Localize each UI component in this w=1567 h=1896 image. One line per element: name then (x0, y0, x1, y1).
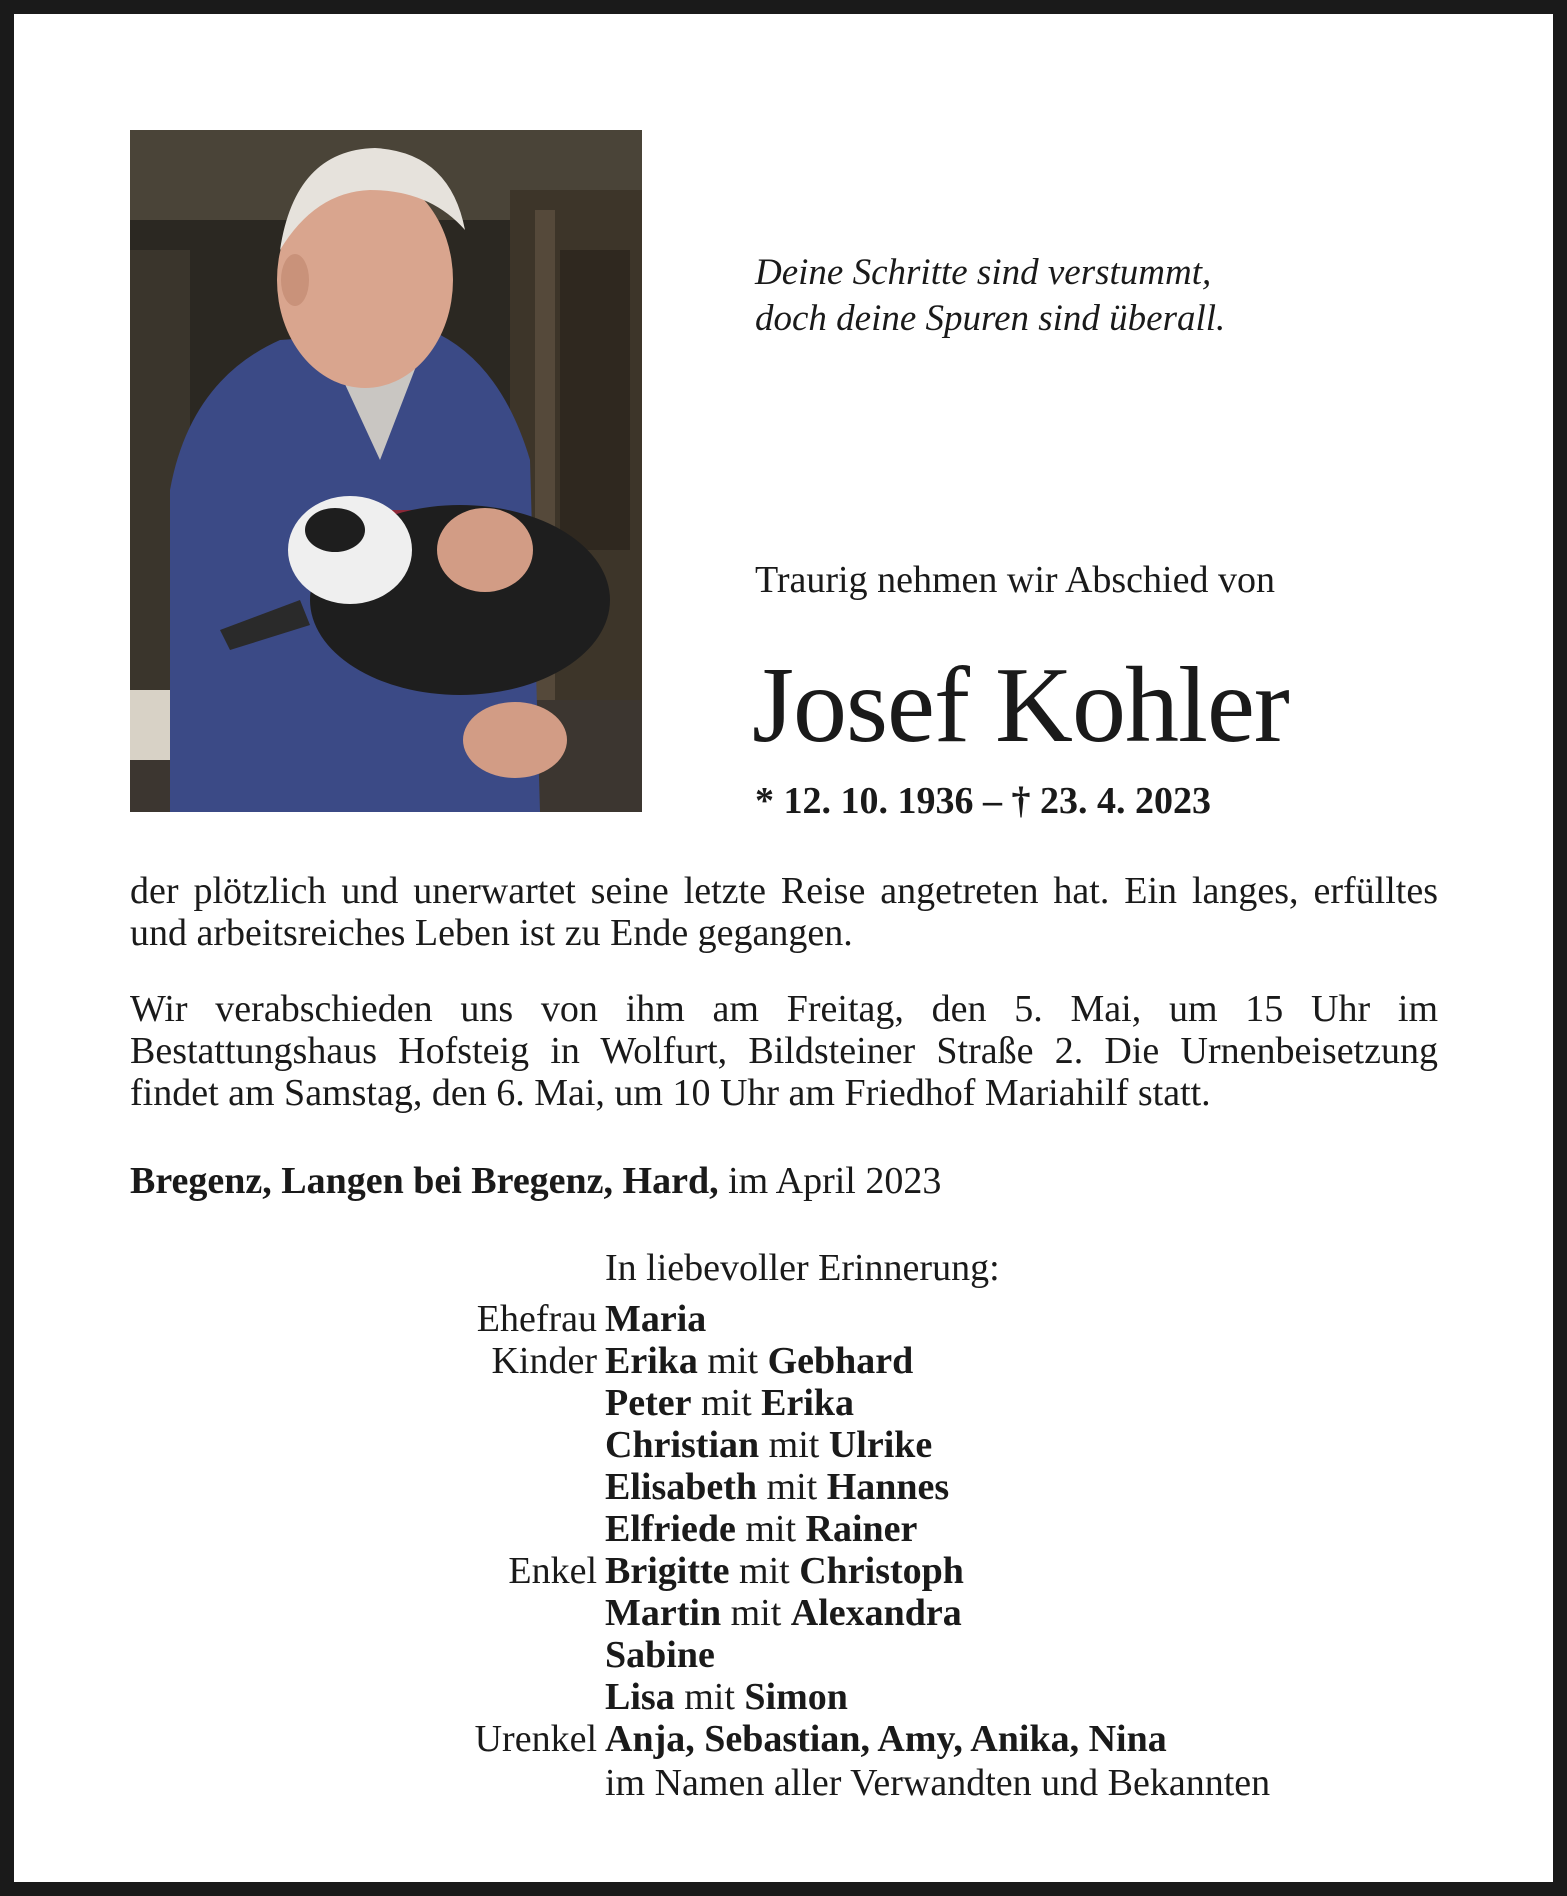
family-member: Sabine (605, 1634, 715, 1676)
family-member: Martin (605, 1592, 722, 1634)
family-partner: Erika (761, 1382, 855, 1424)
family-member: Lisa (605, 1676, 675, 1718)
family-connector: mit (768, 1424, 820, 1466)
place-towns: Bregenz, Langen bei Bregenz, Hard, (130, 1160, 719, 1202)
family-partner: Simon (744, 1676, 848, 1718)
place-date: im April 2023 (728, 1160, 942, 1202)
portrait-photo (130, 130, 642, 812)
family-member: Maria (605, 1298, 707, 1340)
motto-line-2: doch deine Spuren sind überall. (755, 298, 1226, 339)
family-connector: mit (707, 1340, 759, 1382)
family-partner: Rainer (805, 1508, 918, 1550)
closing-line: im Namen aller Verwandten und Bekannten (605, 1762, 1271, 1804)
family-member: Elisabeth (605, 1466, 758, 1508)
family-connector: mit (739, 1550, 790, 1592)
family-member: Peter (605, 1382, 692, 1424)
family-connector: mit (766, 1466, 818, 1508)
family-member: Brigitte (605, 1550, 730, 1592)
deceased-name: Josef Kohler (752, 646, 1289, 765)
motto-line-1: Deine Schritte sind verstummt, (755, 252, 1212, 293)
family-role: Enkel (508, 1550, 597, 1592)
motto-quote (755, 250, 1225, 342)
family-partner: Christoph (799, 1550, 964, 1592)
family-role: Ehefrau (476, 1298, 597, 1340)
family-connector: mit (745, 1508, 797, 1550)
intro-text: Traurig nehmen wir Abschied von (755, 559, 1275, 601)
family-partner: Alexandra (790, 1592, 962, 1634)
family-connector: mit (700, 1382, 752, 1424)
place-and-date (130, 1158, 941, 1204)
family-member: Erika (605, 1340, 698, 1382)
family-member: Christian (605, 1424, 760, 1466)
family-member: Anja, Sebastian, Amy, Anika, Nina (605, 1718, 1167, 1760)
family-role: Urenkel (474, 1718, 597, 1760)
family-partner: Gebhard (767, 1340, 914, 1382)
life-dates: * 12. 10. 1936 – † 23. 4. 2023 (755, 780, 1211, 822)
memory-heading: In liebevoller Erinnerung: (605, 1247, 1000, 1289)
family-partner: Hannes (826, 1466, 950, 1508)
family-member: Elfriede (605, 1508, 736, 1550)
family-connector: mit (730, 1592, 782, 1634)
family-connector: mit (684, 1676, 735, 1718)
paragraph-funeral-details: Wir verabschieden uns von ihm am Freitag, den 5. Mai, um 15 Uhr im Bestattungshaus Hofsteig in Wolfurt, Bildsteiner Straße 2. Die Urnenbeisetzung findet am Samstag, den 6. Mai, um 10 Uhr am Friedhof Mariahilf statt. (130, 988, 1438, 1114)
paragraph-passing: der plötzlich und unerwartet seine letzte Reise angetreten hat. Ein langes, erfülltes und arbeitsreiches Leben ist zu Ende gegangen. (130, 870, 1438, 954)
family-partner: Ulrike (828, 1424, 933, 1466)
family-role: Kinder (491, 1340, 597, 1382)
portrait-illustration (130, 130, 642, 812)
